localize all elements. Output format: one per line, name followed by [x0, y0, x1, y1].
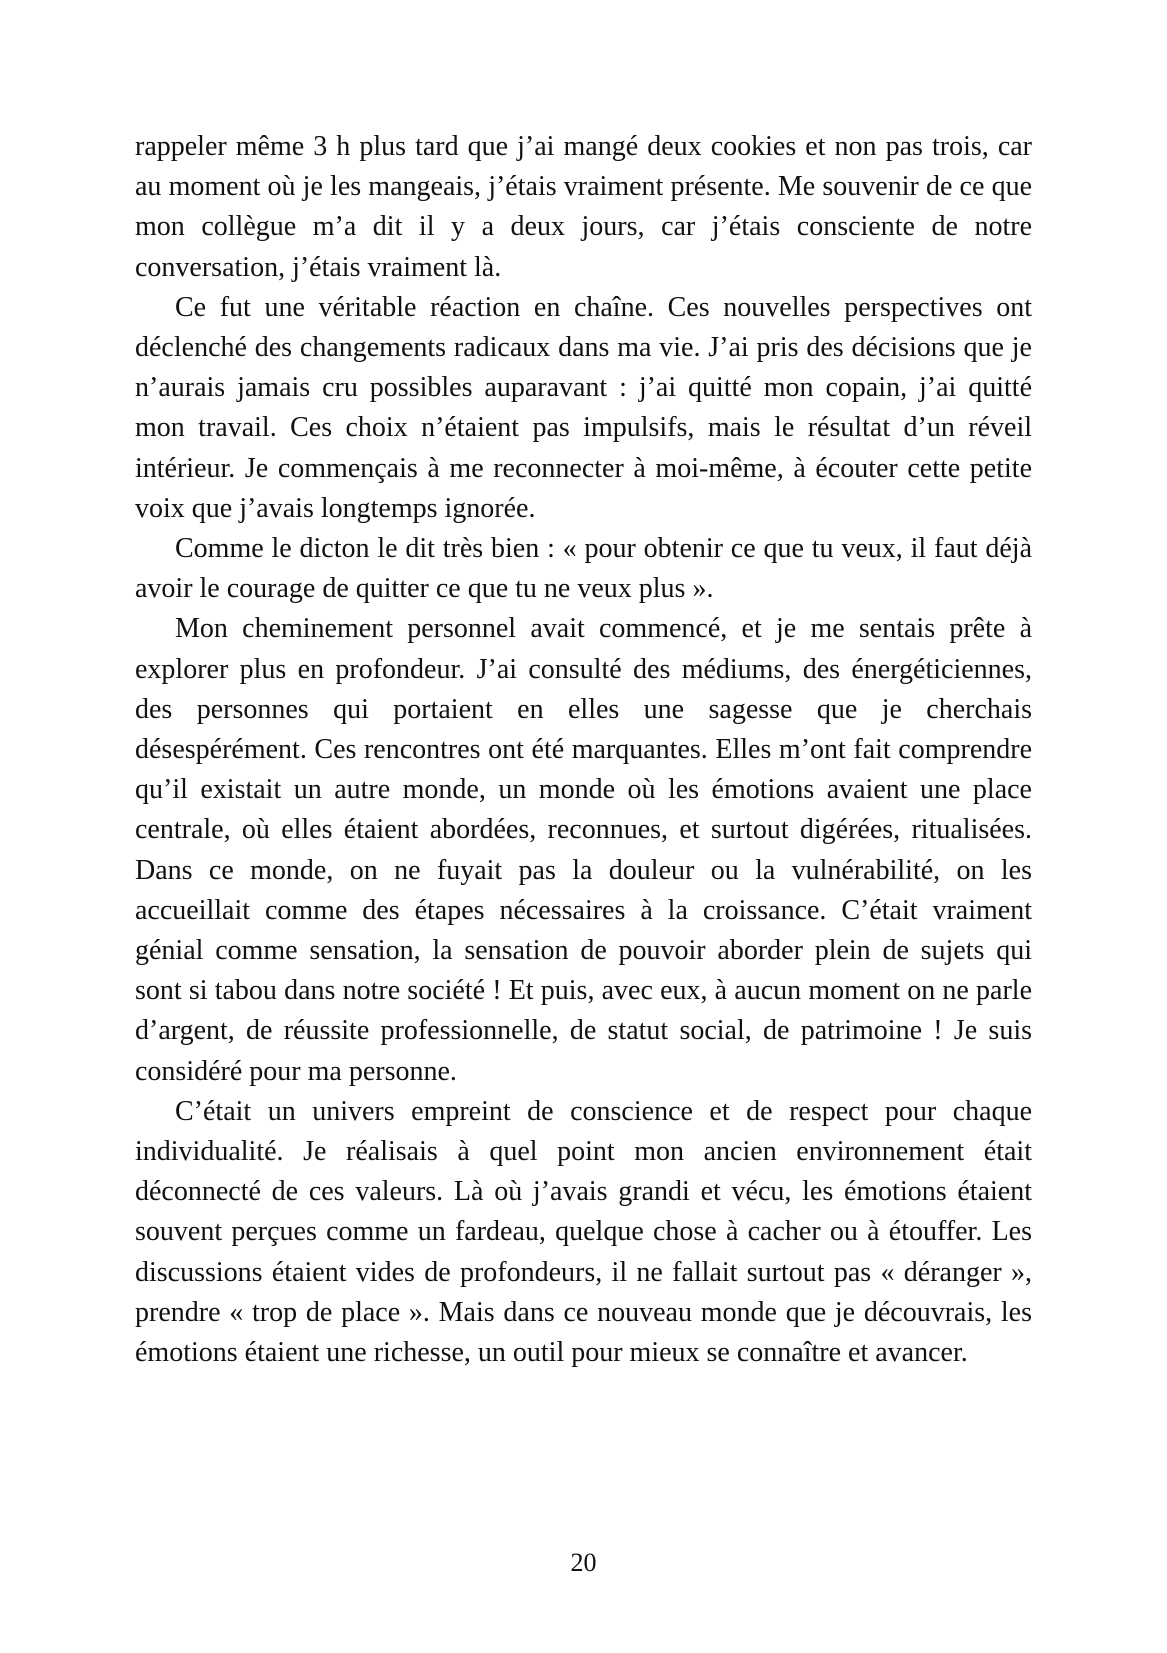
paragraph-4: Mon cheminement personnel avait commencé, et je me sentais prête à explorer plus en profondeur. J’ai consulté des médiums, des énergéticiennes, des personnes qui portaient en elles une sagesse que je cherchais désespérément. Ces rencontres ont été marquantes. Elles m’ont fait comprendre qu’il existait un autre monde, un monde où les émotions avaient une place centrale, où elles étaient abordées, reconnues, et surtout digérées, ritualisées. Dans ce monde, on ne fuyait pas la douleur ou la vulnérabilité, on les accueillait comme des étapes nécessaires à la croissance. C’était vraiment génial comme sensation, la sensation de pouvoir aborder plein de sujets qui sont si tabou dans notre société ! Et puis, avec eux, à aucun moment on ne parle d’argent, de réussite professionnelle, de statut social, de patrimoine ! Je suis considéré pour ma personne. [135, 613, 1032, 1087]
page-number: 20 [570, 1548, 597, 1577]
paragraph-3: Comme le dicton le dit très bien : « pour obtenir ce que tu veux, il faut déjà avoir le courage de quitter ce que tu ne veux plus ». [135, 533, 1032, 605]
paragraph-5: C’était un univers empreint de conscience et de respect pour chaque individualité. Je réalisais à quel point mon ancien environnement était déconnecté de ces valeurs. Là où j’avais grandi et vécu, les émotions étaient souvent perçues comme un fardeau, quelque chose à cacher ou à étouffer. Les discussions étaient vides de profondeurs, il ne fallait surtout pas « déranger », prendre « trop de place ». Mais dans ce nouveau monde que je découvrais, les émotions étaient une richesse, un outil pour mieux se connaître et avancer. [135, 1095, 1032, 1369]
body-text [135, 127, 1032, 1373]
paragraph-1: rappeler même 3 h plus tard que j’ai mangé deux cookies et non pas trois, car au moment où je les mangeais, j’étais vraiment présente. Me souvenir de ce que mon collègue m’a dit il y a deux jours, car j’étais consciente de notre conversation, j’étais vraiment là. [135, 131, 1032, 283]
paragraph-2: Ce fut une véritable réaction en chaîne. Ces nouvelles perspectives ont déclenché des changements radicaux dans ma vie. J’ai pris des décisions que je n’aurais jamais cru possibles auparavant : j’ai quitté mon copain, j’ai quitté mon travail. Ces choix n’étaient pas impulsifs, mais le résultat d’un réveil intérieur. Je commençais à me reconnecter à moi-même, à écouter cette petite voix que j’avais longtemps ignorée. [135, 291, 1032, 524]
